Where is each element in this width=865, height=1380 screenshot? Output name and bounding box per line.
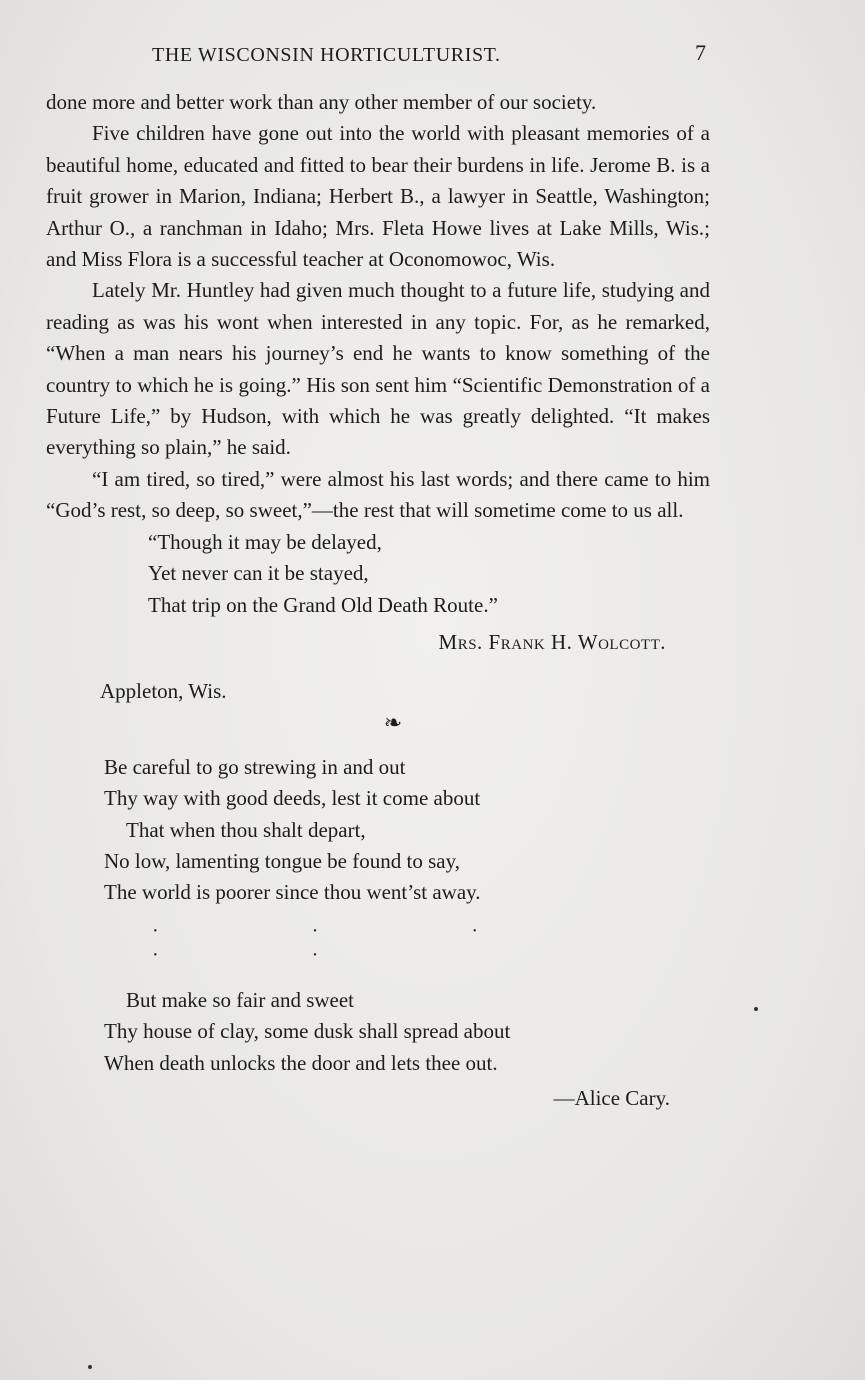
- paragraph-last-words: “I am tired, so tired,” were almost his last words; and there came to him “God’s rest, so deep, so sweet,”—the rest that will sometime come to us all.: [46, 466, 710, 523]
- author-signature: Mrs. Frank H. Wolcott.: [438, 629, 666, 654]
- stanza-break: · · · · ·: [152, 919, 552, 966]
- quote-line: That trip on the Grand Old Death Route.”: [148, 592, 498, 617]
- place-line: Appleton, Wis.: [100, 679, 227, 704]
- page-number: 7: [695, 40, 706, 65]
- poem: [104, 752, 710, 909]
- poem-line: No low, lamenting tongue be found to say,: [104, 848, 460, 873]
- poem-line: That when thou shalt depart,: [126, 817, 366, 842]
- quote-line: “Though it may be delayed,: [148, 529, 382, 554]
- page-body: [46, 87, 710, 1114]
- poem-line: Thy house of clay, some dusk shall spread about: [104, 1019, 511, 1044]
- running-title: THE WISCONSIN HORTICULTURIST.: [152, 44, 501, 66]
- poem-second-stanza: [104, 985, 710, 1079]
- poem-line: When death unlocks the door and lets thee out.: [104, 1050, 498, 1075]
- paper-speck: [754, 1007, 758, 1011]
- poem-author: —Alice Cary.: [553, 1085, 670, 1110]
- section-ornament-icon: ❧: [383, 709, 403, 735]
- quoted-verse: [148, 527, 710, 621]
- poem-line: Thy way with good deeds, lest it come about: [104, 786, 481, 811]
- paper-speck: [88, 1365, 92, 1369]
- poem-line: Be careful to go strewing in and out: [104, 754, 406, 779]
- paragraph-children: Five children have gone out into the world with pleasant memories of a beautiful home, educated and fitted to bear their burdens in life. Jerome B. is a fruit grower in Marion, Indiana; Herbert B., a lawyer in Seattle, Washington; Arthur O., a ranchman in Idaho; Mrs. Fleta Howe lives at Lake Mills, Wis.; and Miss Flora is a successful teacher at Oconomowoc, Wis.: [46, 121, 710, 272]
- paragraph-future-life: Lately Mr. Huntley had given much thought to a future life, studying and reading as was his wont when interested in any topic. For, as he remarked, “When a man nears his journey’s end he wants to know something of the country to which he is going.” His son sent him “Scientific Demonstration of a Future Life,” by Hudson, with which he was greatly delighted. “It makes everything so plain,” he said.: [46, 278, 710, 460]
- poem-line: The world is poorer since thou went’st away.: [104, 880, 481, 905]
- quote-line: Yet never can it be stayed,: [148, 561, 369, 586]
- paragraph-continued: done more and better work than any other member of our society.: [46, 90, 597, 114]
- poem-line: But make so fair and sweet: [126, 987, 355, 1012]
- page-header: [152, 40, 712, 74]
